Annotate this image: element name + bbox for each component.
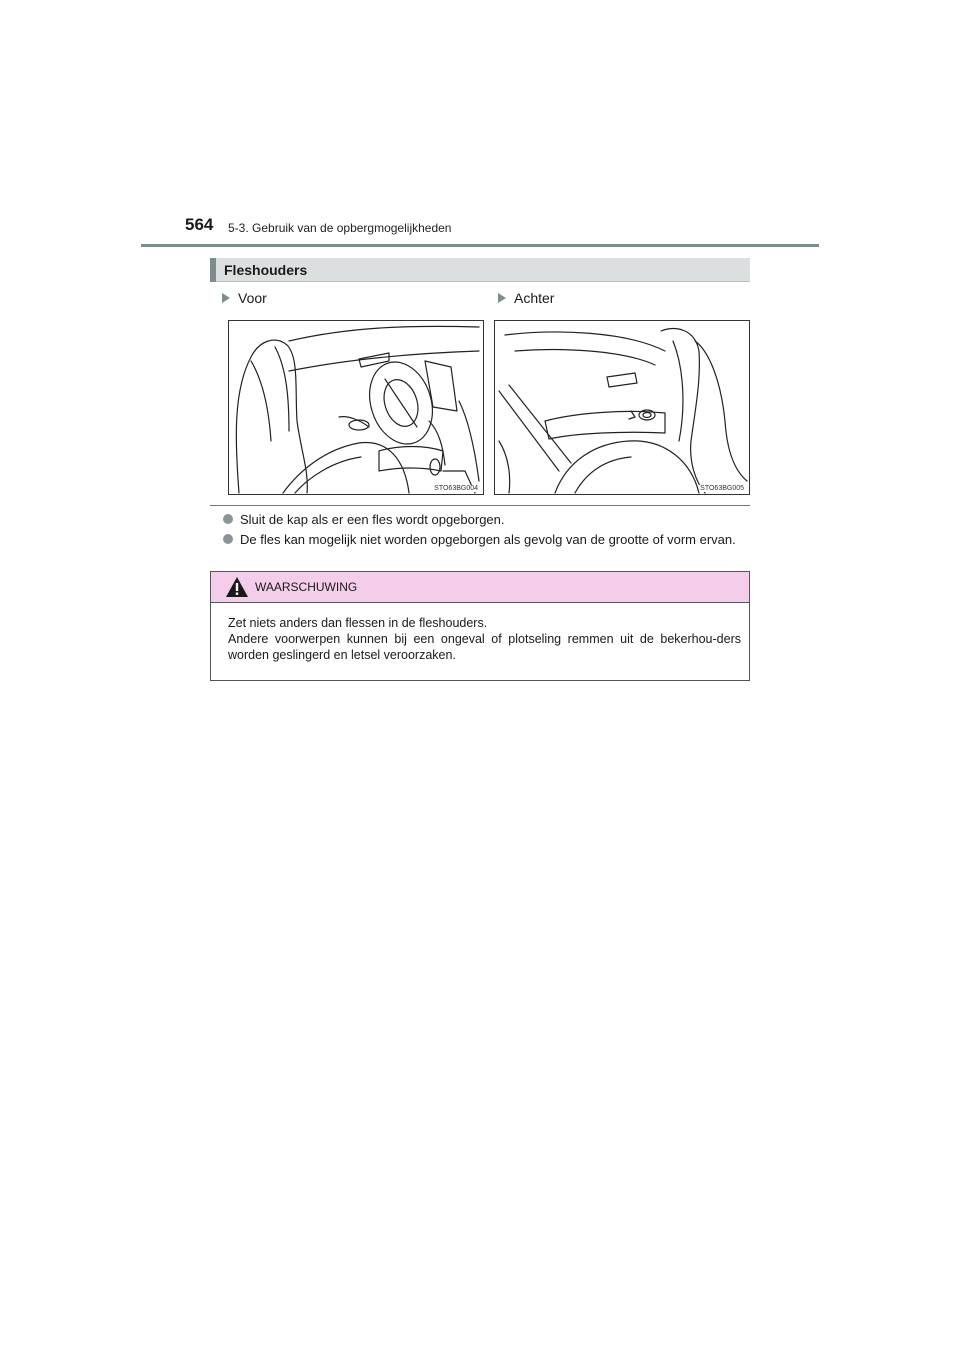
figure-rear-bottle-holder [494,320,750,495]
triangle-bullet-icon [498,293,506,303]
chapter-title: 5-3. Gebruik van de opbergmogelijkheden [228,221,452,235]
warning-title: WAARSCHUWING [255,580,358,594]
bullet-dot-icon [223,534,233,544]
section-bar [210,258,750,282]
section-accent [210,258,216,282]
subheading-rear-label: Achter [514,290,555,306]
subheading-front [222,290,267,306]
section-divider [210,505,750,506]
warning-box [210,571,750,681]
page-number: 564 [185,215,214,234]
bullet-text: De fles kan mogelijk niet worden opgeborgen als gevolg van de grootte of vorm ervan. [240,532,736,547]
header-rule [141,244,819,247]
figure-rear-code: STO63BG005 [700,485,744,492]
front-interior-illustration [229,321,483,494]
figure-front-bottle-holder [228,320,484,495]
warning-line: Zet niets anders dan flessen in de fleshouders. [228,616,488,630]
warning-body [211,603,749,663]
bullet-item [223,531,750,548]
triangle-bullet-icon [222,293,230,303]
warning-triangle-icon [225,576,249,598]
section-title: Fleshouders [224,262,308,278]
bullet-dot-icon [223,514,233,524]
warning-line: Andere voorwerpen kunnen bij een ongeval of plotseling remmen uit de bekerhou-ders worden geslingerd en letsel veroorzaken. [228,632,741,662]
subheading-rear [498,290,554,306]
bullet-item [223,511,750,528]
bullet-text: Sluit de kap als er een fles wordt opgeborgen. [240,512,505,527]
subheading-front-label: Voor [238,290,267,306]
rear-interior-illustration [495,321,749,494]
figure-front-code: STO63BG004 [434,485,478,492]
warning-header [211,572,749,603]
